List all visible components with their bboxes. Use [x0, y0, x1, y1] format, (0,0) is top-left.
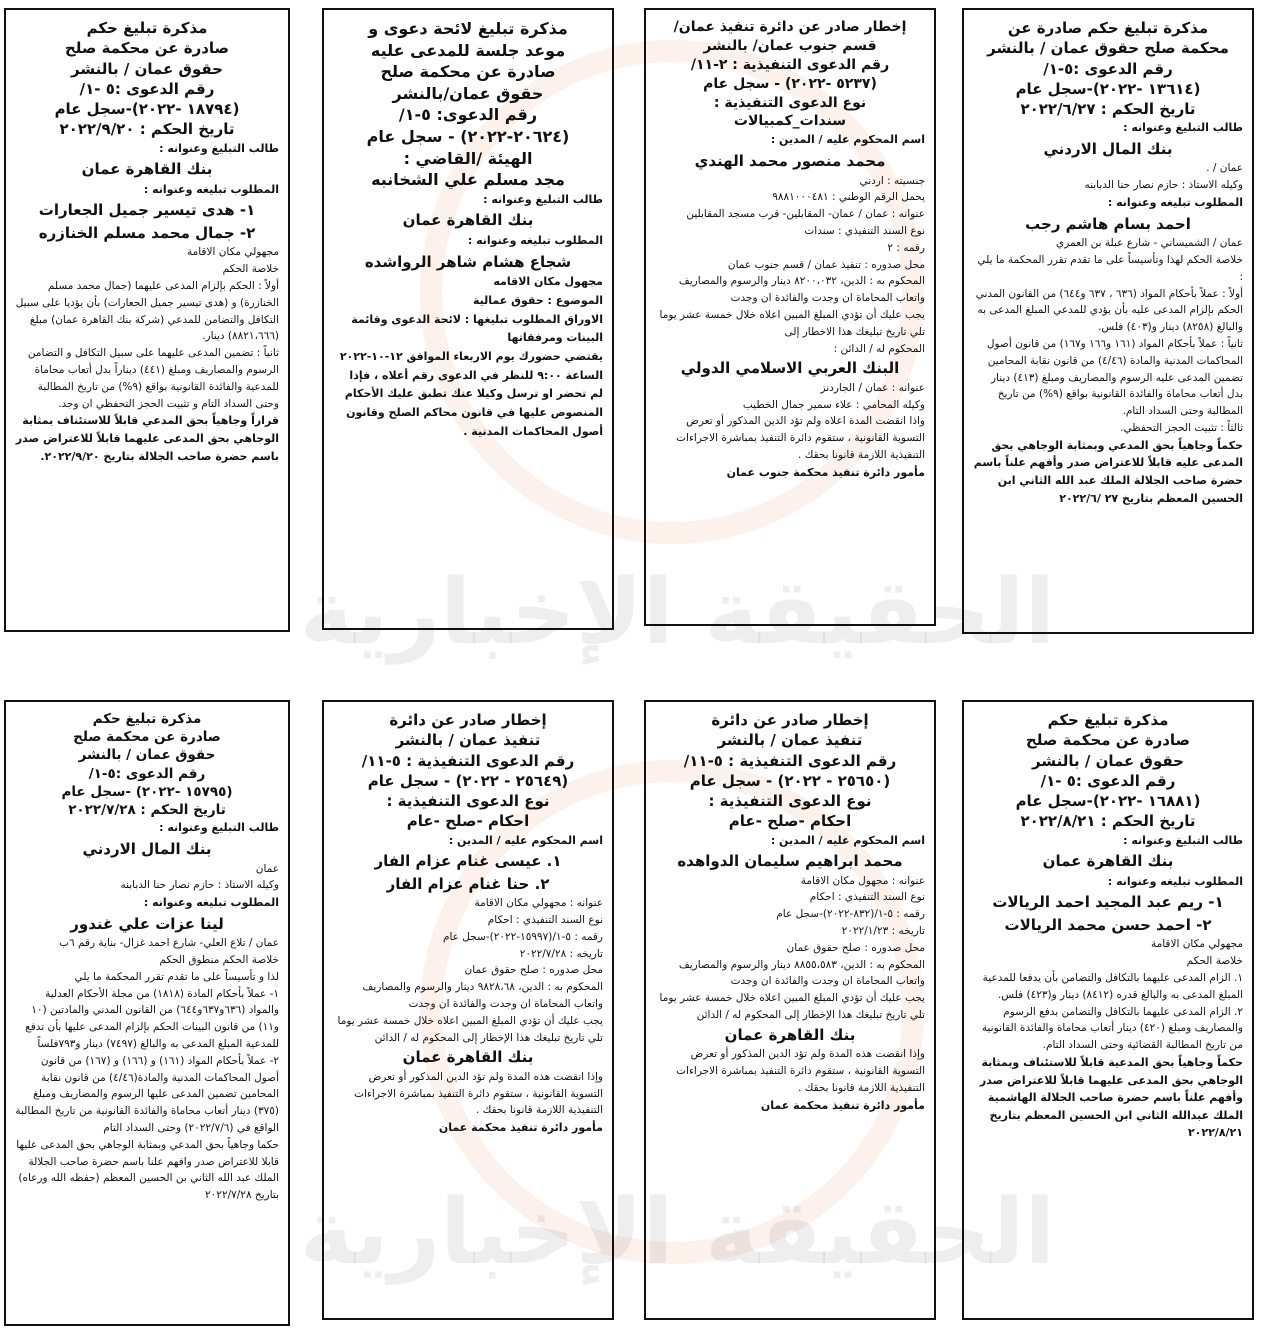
notice-header-line: رقم الدعوى :٥-١/ — [88, 765, 206, 782]
notice-header-line: مذكرة تبليغ حكم — [92, 711, 202, 727]
notice-header-line: (٢٥٦٥٠ - ٢٠٢٢) - سجل عام — [689, 771, 891, 790]
notice-text: ثانياً : عملاً بأحكام المواد (١٦١ و١٦٦ و١٦٧) من قانون أصول المحاكمات المدنية والمادة (٤/٤٦) من قانون نقابة المحامين تضمين المدعى عليه الرسوم والمصاريف ومبلغ (٤١٣) دينار بدل أتعاب محاماة والفائدة القانونية بواقع (٩%) من تاريخ المطالبة وحتى السداد التام. — [986, 338, 1243, 418]
notice-text: عمان — [255, 862, 279, 875]
notice-text: وإذا انقضت هذه المدة ولم تؤد الدين المذكور أو تعرض التسوية القانونية ، ستقوم دائرة التنفيذ بمباشرة الاجراءات التنفيذية اللازمة قانونا بحقك . — [354, 1070, 603, 1117]
field-label: المطلوب تبليغه وعنوانه : — [143, 182, 279, 196]
notice-text: عمان / تلاع العلي- شارع احمد غزال- بناية رقم ٦ب — [59, 937, 279, 950]
notice-text: حكماً وجاهياً بحق المدعي وبمثابة الوجاهي بحق المدعى عليه قابلاً للاعتراض صدر وأفهم علناً باسم حضرة صاحب الجلالة الملك عبد الله الثاني ابن الحسين المعظم بتاريخ ٢٧ /٢٠٢٢/٦ — [973, 438, 1243, 505]
notice-text: مأمور دائرة تنفيذ محكمة عمان — [438, 1121, 603, 1135]
notice-header-line: موعد جلسة للمدعى عليه — [370, 40, 566, 60]
notice-text: وكيله الاستاذ : حازم نصار حنا الدبابنه — [120, 879, 279, 892]
notice-text: لذا و تأسيساً على ما تقدم تقرر المحكمة ما يلي — [74, 970, 279, 983]
notice-header-line: رقم الدعوى :٥ -١/ — [1040, 771, 1176, 790]
notice-text: مأمور دائرة تنفيذ محكمة جنوب عمان — [726, 465, 925, 479]
field-label: طالب التبليغ وعنوانه : — [483, 192, 603, 206]
field-label: طالب التبليغ وعنوانه : — [159, 821, 279, 835]
notice-text: ثانياً : تضمين المدعى عليهما على سبيل التكافل و التضامن الرسوم والمصاريف ومبلغ (٤٤١) ديناراً بدل أتعاب محاماة للمدعية والفائدة القانونية بواقع (٩%) من تاريخ المطالبة وحتى السداد التام و تثبيت الحجز التحفظي ان وجد. — [27, 347, 279, 410]
notice-text: جنسيته : اردني — [859, 174, 925, 187]
party-name: لينا عزات علي غندور — [70, 914, 224, 933]
notice-header — [655, 18, 925, 131]
notice-text: رقمه : ٥-١/(١٥٩٩٧-٢٠٢٢)-سجل عام — [442, 930, 603, 943]
notice-text: يجب عليك أن تؤدي المبلغ المبين اعلاه خلال خمسة عشر يوما تلي تاريخ تبليغك هذا الاخطار إلى — [659, 308, 925, 338]
field-label: المطلوب تبليغه وعنوانه : — [1107, 874, 1243, 888]
notice-judgment-cairo-amman-2 — [962, 700, 1254, 1320]
notice-header-line: حقوق عمان/بالنشر — [392, 83, 544, 103]
party-name: ٢- احمد حسن محمد الريالات — [1004, 915, 1212, 934]
notice-text: عمان / . — [1206, 162, 1243, 175]
party-name: بنك المال الاردني — [1043, 139, 1173, 158]
notice-header-line: نوع الدعوى التنفيذية : — [708, 792, 872, 810]
notice-header-line: إخطار صادر عن دائرة — [389, 711, 547, 729]
notice-header-line: سندات_كمبيالات — [733, 113, 847, 130]
field-label: مجهول مكان الاقامه — [493, 275, 603, 289]
notice-header-line: (١٨٧٩٤ -٢٠٢٢)-سجل عام — [54, 100, 240, 118]
field-label: المطلوب تبليغه وعنوانه : — [143, 896, 279, 910]
notice-header-line: صادرة عن محكمة صلح — [73, 729, 221, 746]
notice-text: خلاصة الحكم منطوق الحكم — [159, 954, 279, 967]
notice-header-line: نوع الدعوى التنفيذية : — [386, 792, 550, 810]
notice-header-line: احكام -صلح -عام — [728, 812, 852, 831]
notice-header — [333, 18, 603, 191]
notice-text: تاريخه : ٢٠٢٢/١/٢٣ — [841, 925, 925, 938]
notice-text: نوع السند التنفيذي : احكام — [487, 913, 603, 926]
notice-execution-amman-1 — [644, 700, 936, 1320]
notice-header-line: إخطار صادر عن دائرة تنفيذ عمان/ — [673, 19, 907, 35]
notice-header-line: رقم الدعوى :٥ -١/ — [79, 79, 215, 98]
notice-text: قراراً وجاهياً بحق المدعي قابلاً للاستئناف بمثابة الوجاهي بحق المدعى عليهما قابلاً للاعتراض صدر باسم حضرة صاحب الجلالة بتاريخ ٢٠٢٢/٩/٢٠. — [15, 414, 279, 463]
notice-text: ثالثاً : تثبيت الحجز التحفظي. — [1120, 421, 1243, 434]
notice-judgment-bank-al-mal-1 — [962, 8, 1254, 634]
watermark-text-bottom: الحقيقة الإخبارية — [300, 1180, 1056, 1285]
notice-text: حكماً وجاهياً بحق المدعية قابلاً للاستئناف وبمثابة الوجاهي بحق المدعى عليهما قابلاً للاعتراض صدر وأفهم علناً باسم حضرة صاحب الجلالة الهاشمية الملك عبدالله الثاني ابن الحسين المعظم بتاريخ ٢٠٢٢/٨/٢١ — [979, 1055, 1243, 1140]
notice-text: نوع السند التنفيذي : سندات — [804, 224, 925, 237]
notice-header-line: رقم الدعوى التنفيذية : ٥-١١/ — [361, 751, 575, 770]
notice-text: واذا انقضت المدة اعلاه ولم تؤد الدين المذكور أو تعرض التسوية القانونية ، ستقوم دائرة التنفيذ بمباشرة الاجراءات التنفيذية اللازمة قانونا بحقك . — [676, 415, 925, 461]
field-label: اسم المحكوم عليه / المدين : — [448, 833, 603, 847]
notice-text: ١- عملاً بأحكام المادة (١٨١٨) من مجلة الأحكام العدلية والمواد (٦٣٦و٦٣٧و٦٤٤) من القانون المدني والمادتين (١٠ و١١) من قانون البينات الحكم بإلزام المدعى عليها بأن تدفع للمدعية المبلغ المدعى به والبالغ (٧٤٩٧) دينار و٧٩٣فلساً — [25, 987, 279, 1051]
notice-header-line: مذكرة تبليغ حكم — [1047, 711, 1169, 729]
notice-header-line: تاريخ الحكم : ٢٠٢٢/٦/٢٧ — [1020, 100, 1196, 118]
notice-header-line: صادرة عن محكمة صلح — [64, 39, 230, 58]
party-name: بنك القاهرة عمان — [402, 211, 534, 230]
notice-text: تاريخه : ٢٠٢٢/٧/٢٨ — [519, 947, 603, 960]
notice-text: نوع السند التنفيذي : احكام — [809, 891, 925, 904]
field-label: الموضوع : حقوق عمالية — [473, 293, 603, 307]
party-name: بنك القاهرة عمان — [724, 1025, 856, 1044]
notice-header-line: (١٦٨٨١ -٢٠٢٢)-سجل عام — [1015, 792, 1201, 810]
notice-header-line: (٢٥٦٤٩ - ٢٠٢٢) - سجل عام — [367, 771, 569, 790]
notice-header-line: رقم الدعوى: ٥-١/ — [398, 105, 538, 125]
notice-header-line: (٢٠٦٢٤-٢٠٢٢) - سجل عام — [366, 126, 570, 146]
party-name: بنك القاهرة عمان — [402, 1048, 534, 1067]
notice-header-line: صادرة عن محكمة صلح — [1025, 731, 1191, 750]
notice-header-line: (١٣٦١٤ -٢٠٢٢)-سجل عام — [1015, 79, 1201, 98]
notice-text: محل صدوره : صلح حقوق عمان — [464, 964, 603, 977]
party-name: شجاع هشام شاهر الرواشده — [364, 252, 572, 271]
notice-header-line: حقوق عمان / بالنشر — [78, 747, 216, 764]
notice-header-line: تنفيذ عمان / بالنشر — [717, 731, 863, 750]
notice-header-line: إخطار صادر عن دائرة — [711, 711, 869, 729]
notice-header — [655, 710, 925, 832]
notice-header — [973, 18, 1243, 119]
notice-header-line: رقم الدعوى :٥-١/ — [1043, 59, 1173, 78]
notice-header-line: مذكرة تبليغ حكم — [86, 19, 208, 37]
notice-header — [973, 710, 1243, 832]
notice-header-line: مجد مسلم علي الشخانبه — [371, 170, 565, 190]
party-name: بنك المال الاردني — [82, 840, 212, 858]
notice-text: يجب عليك أن تؤدي المبلغ المبين اعلاه خلال خمسة عشر يوما تلي تاريخ تبليغك هذا الإخطار إلى المحكوم له / الدائن — [659, 992, 925, 1022]
notice-header-line: نوع الدعوى التنفيذية : — [713, 94, 867, 111]
notice-text: المحكوم به : الدين، ٩٨٢٨،٦٨ دينار والرسوم والمصاريف واتعاب المحاماة ان وجدت والفائدة ان وجدت — [362, 981, 603, 1010]
notice-header-line: احكام -صلح -عام — [406, 812, 530, 831]
notice-text: خلاصة الحكم — [222, 263, 279, 276]
notice-text: محل صدوره : صلح حقوق عمان — [786, 941, 925, 954]
notice-header — [15, 18, 279, 140]
notice-header-line: رقم الدعوى التنفيذية : ٥-١١/ — [683, 751, 897, 770]
notice-header — [333, 710, 603, 832]
notice-text: ١. الزام المدعى عليهما بالتكافل والتضامن بأن يدفعا للمدعية المبلغ المدعى به والبالغ قدره (٨٤١٢) دينار و(٤٢٣) فلس. — [982, 971, 1243, 1001]
notice-text: عنوانه : عمان / الجاردنز — [820, 381, 925, 394]
field-label: المطلوب تبليغه وعنوانه : — [467, 233, 603, 247]
notice-text: رقمه : ٢ — [887, 241, 925, 254]
notice-text: عنوانه : مجهول مكان الاقامة — [800, 874, 925, 887]
notice-text: المحكوم به : الدين، ٨٨٥٥،٥٨٣ دينار والرسوم والمصاريف واتعاب المحاماة ان وجدت والفائدة ان وجدت — [678, 958, 925, 988]
notice-text: عنوانه : عمان / عمان- المقابلين- قرب مسجد المقابلين — [686, 208, 925, 221]
party-name: ٢- جمال محمد مسلم الخنازره — [38, 223, 256, 242]
notice-text: مأمور دائرة تنفيذ محكمة عمان — [760, 1098, 925, 1112]
party-name: ١- هدى تيسير جميل الجعارات — [38, 201, 256, 220]
notice-judgment-cairo-amman-1 — [4, 8, 290, 632]
notice-header-line: الهيئة /القاضي : — [403, 148, 533, 168]
notice-text: أولاً : الحكم بإلزام المدعى عليهما (جمال محمد مسلم الخنازرة) و (هدى تيسير جميل الجعارات) بأن يؤديا على سبيل التكافل والتضامن للمدعي (شركة بنك القاهرة عمان) مبلغ (٨٨٢١،٦٦٦) دينار. — [15, 279, 279, 343]
party-name: ٢. حنا غنام عزام الفار — [386, 874, 550, 893]
notice-text: مجهولي مكان الاقامة — [186, 246, 279, 259]
field-label: طالب التبليغ وعنوانه : — [1123, 121, 1243, 135]
field-label: اسم المحكوم عليه / المدين : — [770, 133, 925, 147]
party-name: بنك القاهرة عمان — [81, 160, 213, 179]
notice-header-line: تنفيذ عمان / بالنشر — [395, 731, 541, 750]
notice-text: رقمه : ٥-١/(٨٣٢-٢٠٢٢)-سجل عام — [776, 908, 925, 921]
notice-text: يجب عليك أن تؤدي المبلغ المبين اعلاه خلال خمسة عشر يوما تلي تاريخ تبليغك هذا الإخطار إلى المحكوم له / الدائن — [337, 1014, 603, 1044]
notice-judgment-bank-al-mal-2 — [4, 700, 290, 1326]
field-label: طالب التبليغ وعنوانه : — [1123, 833, 1243, 847]
notice-header-line: مذكرة تبليغ لائحة دعوى و — [368, 19, 568, 38]
notice-header-line: تاريخ الحكم : ٢٠٢٢/٨/٢١ — [1020, 812, 1196, 831]
party-name: محمد ابراهيم سليمان الدواهده — [677, 852, 903, 871]
notice-text: محل صدوره : تنفيذ عمان / قسم جنوب عمان — [727, 258, 925, 271]
notice-text: يحمل الرقم الوطني : ٩٨٨١٠٠٠٤٨١ — [772, 191, 925, 204]
field-label: الاوراق المطلوب تبليغها : لائحة الدعوى وقائمة البينات ومرفقاتها — [351, 312, 603, 345]
notice-text: عنوانه : مجهولي مكان الاقامة — [474, 897, 603, 910]
notice-text: ٢. الزام المدعى عليهما بالتكافل والتضامن بدفع الرسوم والمصاريف ومبلغ (٤٢٠) دينار أتعاب محاماة والفائدة القانونية من تاريخ المطالبة القضائية وحتى السداد التام. — [981, 1005, 1243, 1052]
notice-header-line: (٥٢٣٧ -٢٠٢٢) - سجل عام — [703, 75, 877, 92]
notice-header-line: حقوق عمان / بالنشر — [71, 59, 223, 78]
field-label: طالب التبليغ وعنوانه : — [159, 141, 279, 155]
notice-header-line: قسم جنوب عمان/ بالنشر — [703, 37, 877, 54]
notice-text: خلاصة الحكم — [1186, 955, 1243, 968]
notice-text: المحكوم له / الدائن : — [833, 342, 925, 355]
notice-header-line: مذكرة تبليغ حكم صادرة عن — [1007, 19, 1209, 37]
notice-text: عمان / الشميساني - شارع عبلة بن العمري — [1056, 237, 1243, 250]
party-name: محمد منصور محمد الهندي — [694, 152, 886, 171]
notice-header — [15, 710, 279, 819]
notice-text: حكما وجاهياً بحق المدعي وبمثابة الوجاهي بحق المدعى عليها — [16, 1138, 279, 1151]
notice-header-line: (١٥٧٩٥ -٢٠٢٢) -سجل عام — [61, 783, 233, 800]
notice-header-line: صادرة عن محكمة صلح — [380, 62, 556, 82]
party-name: ١- ريم عبد المجيد احمد الريالات — [992, 893, 1224, 912]
notice-header-line: رقم الدعوى التنفيذية : ٢-١١/ — [690, 56, 890, 73]
party-name: احمد بسام هاشم رجب — [1025, 214, 1191, 233]
watermark-text-top: الحقيقة الإخبارية — [300, 560, 1056, 665]
party-name: بنك القاهرة عمان — [1042, 852, 1174, 871]
party-name: البنك العربي الاسلامي الدولي — [680, 359, 900, 378]
field-label: يقتضي حضورك يوم الاربعاء الموافق ١٢-١٠-٢٠٢٢ الساعة ٩:٠٠ للنظر في الدعوى رقم أعلاه ، فإذا لم تحضر او ترسل وكيلا عنك تطبق عليك الأحكام المنصوص عليها في قانون محاكم الصلح وقانون أصول المحاكمات المدنية . — [339, 349, 603, 438]
notice-text: قابلا للاعتراض صدر وافهم علنا باسم حضرة صاحب الجلالة الملك عبد الله الثاني بن الحسين المعظم (حفظه الله ورعاه) بتاريخ ٢٠٢٢/٧/٢٨ — [18, 1155, 279, 1202]
party-name: ١. عيسى غنام عزام الفار — [374, 852, 562, 871]
notice-text: أولاً : عملاً بأحكام المواد (٦٣٦ ، ٦٣٧ و٦٤٤) من القانون المدني الحكم بإلزام المدعى عليه بأن يؤدي للمدعي المبلغ المدعى به والبالغ (٨٢٥٨) دينار و(٤٠٣) فلس. — [975, 287, 1243, 334]
notice-header-line: محكمة صلح حقوق عمان / بالنشر — [987, 39, 1229, 58]
notice-header-line: تاريخ الحكم : ٢٠٢٢/٩/٢٠ — [59, 120, 235, 139]
notice-lawsuit-hearing — [322, 8, 614, 630]
notice-execution-amman-2 — [322, 700, 614, 1320]
notice-header-line: تاريخ الحكم : ٢٠٢٢/٧/٢٨ — [68, 802, 226, 819]
notice-text: ٢- عملاً بأحكام المواد (١٦١) و (١٦٦) و (١٦٧) من قانون أصول المحاكمات المدنية والمادة(٤/٤٦) من قانون نقابة المحامين تضمين المدعى عليها الرسوم والمصاريف ومبلغ (٣٧٥) دينار أتعاب محاماة والفائدة القانونية من تاريخ المطالبة الواقع في (٢٠٢٢/٧/٦) وحتى السداد التام — [15, 1054, 279, 1135]
field-label: المطلوب تبليغه وعنوانه : — [1107, 196, 1243, 210]
notice-text: وكيله الاستاذ : حازم نصار حنا الدبابنه — [1084, 179, 1243, 192]
notice-text: خلاصة الحكم لهذا وتأسيساً على ما تقدم تقرر المحكمة ما يلي : — [977, 254, 1243, 283]
notice-text: مجهولي مكان الاقامة — [1150, 938, 1243, 951]
field-label: اسم المحكوم عليه / المدين : — [770, 833, 925, 847]
notice-header-line: حقوق عمان / بالنشر — [1032, 751, 1184, 770]
notice-execution-south-amman — [644, 8, 936, 626]
notice-text: المحكوم به : الدين، ٨٢٠٠،٠٣٢ دينار والرسوم والمصاريف واتعاب المحاماة ان وجدت والفائدة ان وجدت — [678, 275, 925, 305]
notice-text: وإذا انقضت هذه المدة ولم تؤد الدين المذكور أو تعرض التسوية القانونية ، ستقوم دائرة التنفيذ بمباشرة الاجراءات التنفيذية اللازمة قانونا بحقك . — [676, 1048, 925, 1094]
notice-text: وكيله المحامي : علاء سمير جمال الخطيب — [742, 398, 925, 411]
